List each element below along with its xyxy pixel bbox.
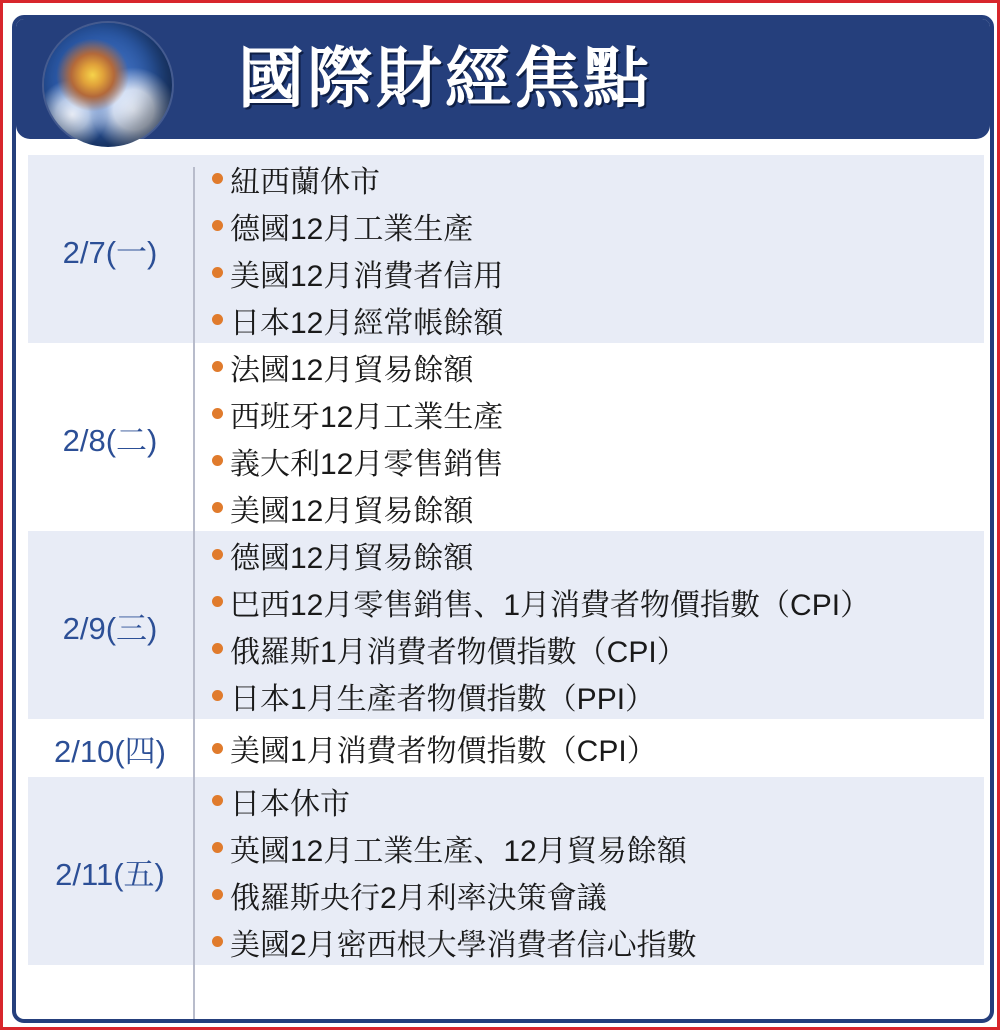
event-item bbox=[212, 249, 984, 296]
event-label: 日本1月生產者物價指數（PPI） bbox=[230, 682, 656, 716]
row-date: 2/10(四) bbox=[54, 733, 166, 769]
column-divider bbox=[193, 167, 195, 1023]
dot-icon bbox=[212, 643, 223, 654]
event-item bbox=[212, 719, 984, 777]
dot-icon bbox=[212, 408, 223, 419]
event-item bbox=[212, 531, 984, 578]
event-item bbox=[212, 390, 984, 437]
event-item bbox=[212, 343, 984, 390]
event-label: 美國12月貿易餘額 bbox=[230, 494, 474, 528]
event-item bbox=[212, 484, 984, 531]
event-item bbox=[212, 625, 984, 672]
event-label: 德國12月貿易餘額 bbox=[230, 541, 474, 575]
dot-icon bbox=[212, 314, 223, 325]
event-list bbox=[192, 343, 984, 531]
event-label: 日本休市 bbox=[230, 787, 350, 821]
event-item bbox=[212, 296, 984, 343]
event-label: 俄羅斯央行2月利率決策會議 bbox=[230, 881, 607, 915]
event-label: 西班牙12月工業生產 bbox=[230, 400, 504, 434]
dot-icon bbox=[212, 267, 223, 278]
globe-icon bbox=[44, 23, 172, 147]
event-item bbox=[212, 824, 984, 871]
row-date: 2/9(三) bbox=[62, 610, 158, 646]
dot-icon bbox=[212, 889, 223, 900]
dot-icon bbox=[212, 361, 223, 372]
schedule-row bbox=[28, 343, 984, 531]
event-item bbox=[212, 777, 984, 824]
event-label: 美國2月密西根大學消費者信心指數 bbox=[230, 928, 697, 962]
calendar-panel bbox=[12, 15, 994, 1023]
event-label: 俄羅斯1月消費者物價指數（CPI） bbox=[230, 635, 687, 669]
event-item bbox=[212, 437, 984, 484]
schedule-row bbox=[28, 155, 984, 343]
page-title: 國際財經焦點 bbox=[238, 40, 652, 117]
dot-icon bbox=[212, 936, 223, 947]
event-list bbox=[192, 531, 984, 719]
dot-icon bbox=[212, 502, 223, 513]
event-item bbox=[212, 202, 984, 249]
dot-icon bbox=[212, 690, 223, 701]
event-item bbox=[212, 871, 984, 918]
event-item bbox=[212, 578, 984, 625]
event-label: 巴西12月零售銷售、1月消費者物價指數（CPI） bbox=[230, 588, 871, 622]
schedule-row bbox=[28, 531, 984, 719]
schedule-table bbox=[28, 155, 984, 965]
dot-icon bbox=[212, 743, 223, 754]
event-list bbox=[192, 155, 984, 343]
event-label: 紐西蘭休市 bbox=[230, 165, 380, 199]
header-banner bbox=[16, 19, 990, 139]
event-item bbox=[212, 155, 984, 202]
event-label: 美國1月消費者物價指數（CPI） bbox=[230, 735, 657, 768]
dot-icon bbox=[212, 220, 223, 231]
event-label: 義大利12月零售銷售 bbox=[230, 447, 504, 481]
event-list bbox=[192, 719, 984, 777]
dot-icon bbox=[212, 549, 223, 560]
event-label: 美國12月消費者信用 bbox=[230, 259, 504, 293]
event-item bbox=[212, 918, 984, 965]
event-list bbox=[192, 777, 984, 965]
event-item bbox=[212, 672, 984, 719]
event-label: 日本12月經常帳餘額 bbox=[230, 306, 504, 340]
dot-icon bbox=[212, 455, 223, 466]
row-date: 2/11(五) bbox=[55, 856, 165, 892]
row-date: 2/7(一) bbox=[62, 234, 158, 270]
schedule-row bbox=[28, 719, 984, 777]
dot-icon bbox=[212, 795, 223, 806]
dot-icon bbox=[212, 842, 223, 853]
schedule-row bbox=[28, 777, 984, 965]
event-label: 德國12月工業生產 bbox=[230, 212, 474, 246]
row-date: 2/8(二) bbox=[62, 422, 158, 458]
event-label: 法國12月貿易餘額 bbox=[230, 353, 474, 387]
event-label: 英國12月工業生產、12月貿易餘額 bbox=[230, 834, 687, 868]
dot-icon bbox=[212, 173, 223, 184]
dot-icon bbox=[212, 596, 223, 607]
